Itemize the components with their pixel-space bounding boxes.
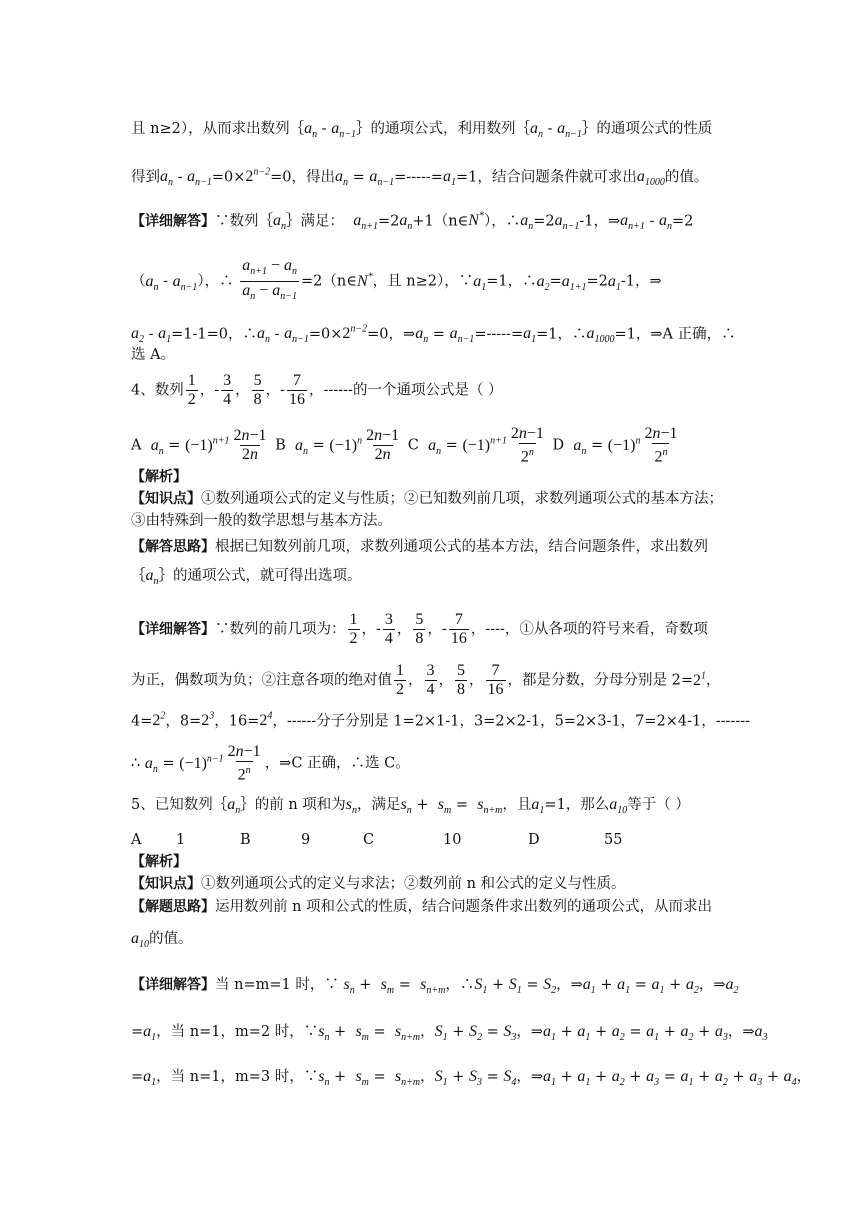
text-line: $=a_1$，当 n=1，m=3 时，$\because s_n + s_m = s_{n+m}$，$S_1 + S_3 = S_4$，$\Rightarrow a_1 + a_1 + a_2 + a_3 = a_1 + a_2 + a_3 + a_4$， [131, 1068, 812, 1089]
text-line: 且 n≥2），从而求出数列$\{a_n$ - $a_{n-1}\}$的通项公式，利用数列$\{a_n$ - $a_{n-1}\}$的通项公式的性质 [131, 120, 713, 141]
text-line: $\{a_n\}$的通项公式，就可得出选项。 [131, 567, 362, 588]
question-4: 4、数列 $\frac{1}{2}$ ，- $\frac{3}{4}$ ， $\frac{5}{8}$ ，- $\frac{7}{16}$ ，------的一个通项公式是（ ） [131, 372, 503, 408]
text-line: 【详细解答】∵数列$\{a_n\}$满足： $a_{n+1}=2a_n+1(n\in N^*)$，$\therefore a_n=2a_{n-1}-1$，$\Rightarrow a_{n+1} - a_n=2$ [131, 211, 694, 233]
analysis-heading: 【解析】 [131, 854, 187, 870]
analysis-heading: 【解析】 [131, 469, 187, 485]
question-4-options: A $a_n = (-1)^{n+1}$ $\frac{2n-1}{2n}$ B $a_n = (-1)^n$ $\frac{2n-1}{2n}$ C $a_n = (-1)^{n+1}$ $\frac{2n-1}{2^n}$ D $a_n = (-1)^n$ $\frac{2n-1}{2^n}$ [131, 425, 678, 466]
text-line: 得到$a_n - a_{n-1}=0\times 2^{n-2}=0$，得出$a_n = a_{n-1}=-----=a_1=1$，结合问题条件就可求出$a_{1000}$的值。 [131, 167, 709, 189]
text-line: $4=2^2$，$8=2^3$，$16=2^4$，------分子分别是 1=2×1-1，3=2×2-1，5=2×3-1，7=2×4-1，------- [131, 711, 751, 730]
text-line: 【解题思路】运用数列前 n 项和公式的性质，结合问题条件求出数列的通项公式，从而求出 [131, 899, 713, 915]
question-5: 5、已知数列$\{a_n\}$的前 n 项和为$s_n$，满足$s_n + s_m = s_{n+m}$，且$a_1=1$，那么$a_{10}$等于（ ） [131, 796, 690, 817]
text-line: $a_2 - a_1=1-1=0$，$\therefore a_n - a_{n-1}=0\times 2^{n-2}=0$，$\Rightarrow a_n = a_{n-1}=-----=a_1=1$，$\therefore a_{1000}=1$，⇒A 正确，∴ [131, 324, 736, 346]
text-line: 【知识点】①数列通项公式的定义与性质；②已知数列前几项，求数列通项公式的基本方法； [131, 491, 723, 507]
fraction: $\frac{a_{n+1} - a_n}{a_n - a_{n-1}}$ [240, 257, 299, 306]
text-line: $=a_1$，当 n=1，m=2 时，$\because s_n + s_m = s_{n+m}$，$S_1 + S_2 = S_3$，$\Rightarrow a_1 + a_1 + a_2 = a_1 + a_2 + a_3$，$\Rightarrow a_3$ [131, 1023, 768, 1044]
text-line: $(a_n - a_{n-1})$，∴ $\frac{a_{n+1} - a_n}{a_n - a_{n-1}}$ =2（n∈N*，且 n≥2），$\because a_1=1$，$\therefore a_2=a_{1+1}=2a_1-1$，⇒ [131, 257, 732, 306]
text-line: 【知识点】①数列通项公式的定义与求法；②数列前 n 和公式的定义与性质。 [131, 876, 626, 892]
text-line: 【详细解答】∵数列的前几项为： $\frac{1}{2}$ ，- $\frac{3}{4}$ ， $\frac{5}{8}$ ，- $\frac{7}{16}$ ，----，①从各项的符号来看，奇数项 [131, 611, 708, 647]
question-5-options: A 1 B 9 C 10 D 55 [131, 832, 623, 848]
text-line: $a_{10}$的值。 [131, 930, 193, 951]
text-line: ∴ $a_n = (-1)^{n-1}$ $\frac{2n-1}{2^n}$ ，⇒C 正确，∴选 C。 [131, 743, 410, 784]
text-line: 为正，偶数项为负；②注意各项的绝对值 $\frac{1}{2}$ ， $\frac{3}{4}$ ， $\frac{5}{8}$ ， $\frac{7}{16}$ ，都是分数，分母分别是 $2=2^1$， [131, 662, 721, 698]
text-line: ③由特殊到一般的数学思想与基本方法。 [131, 513, 392, 529]
text-line: 【解答思路】根据已知数列前几项，求数列通项公式的基本方法，结合问题条件，求出数列 [131, 539, 708, 555]
text-line: 选 A。 [131, 347, 176, 363]
text-line: 【详细解答】当 n=m=1 时，∵ $s_n + s_m = s_{n+m}$，$\therefore S_1 + S_1 = S_2$，$\Rightarrow a_1 + a_1 = a_1 + a_2$，$\Rightarrow a_2$ [131, 976, 739, 997]
